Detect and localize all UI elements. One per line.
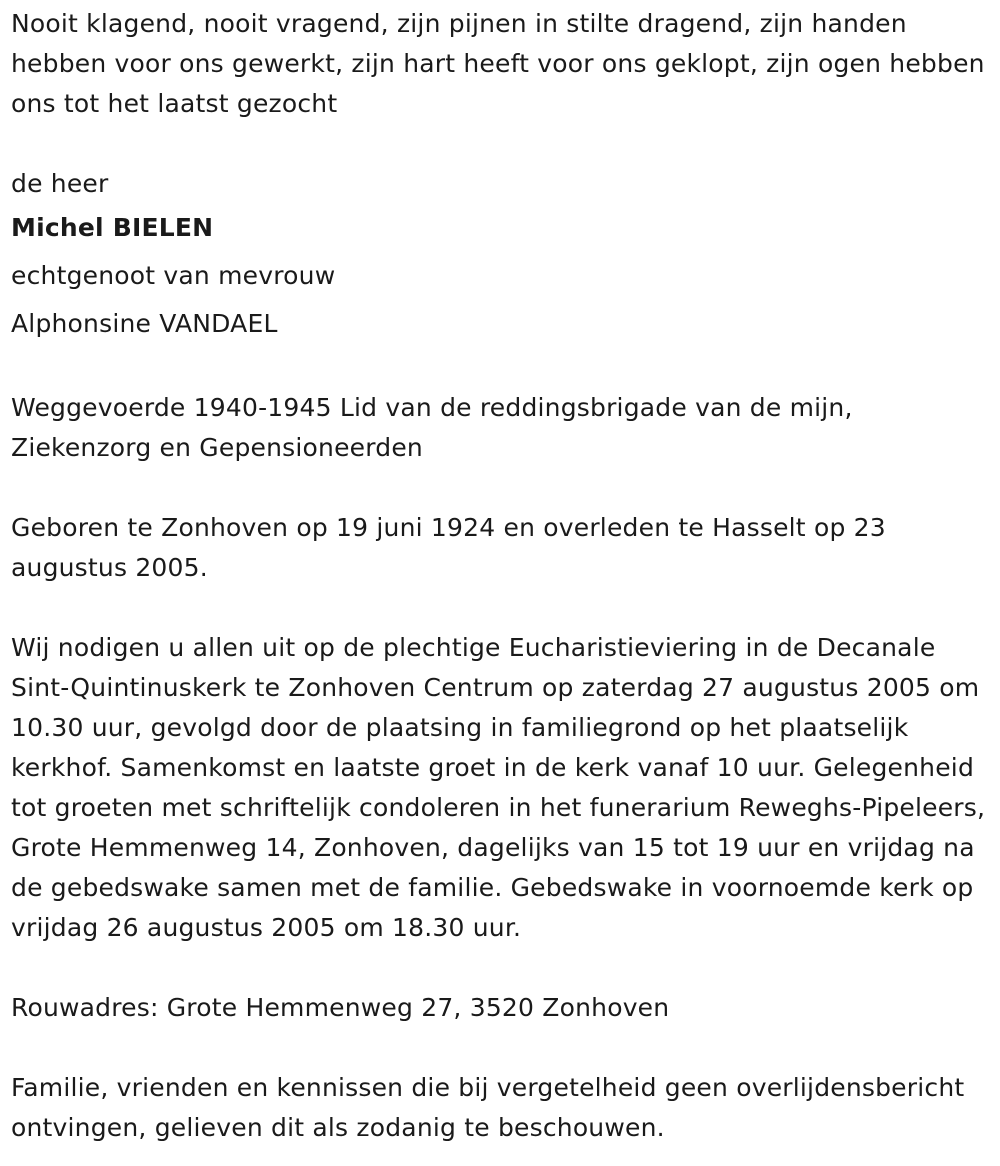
mourning-address: Rouwadres: Grote Hemmenweg 27, 3520 Zonhoven	[11, 993, 670, 1022]
affiliations-paragraph: Weggevoerde 1940-1945 Lid van de reddingsbrigade van de mijn, Ziekenzorg en Gepensioneerden	[11, 393, 853, 462]
ceremony-paragraph: Wij nodigen u allen uit op de plechtige Eucharistieviering in de Decanale Sint-Quintinuskerk te Zonhoven Centrum op zaterdag 27 augustus 2005 om 10.30 uur, gevolgd door de plaatsing in familiegrond op het plaatselijk kerkhof. Samenkomst en laatste groet in de kerk vanaf 10 uur. Gelegenheid tot groeten met schriftelijk condoleren in het funerarium Reweghs-Pipeleers, Grote Hemmenweg 14, Zonhoven, dagelijks van 15 tot 19 uur en vrijdag na de gebedswake samen met de familie. Gebedswake in voornoemde kerk op vrijdag 26 augustus 2005 om 18.30 uur.	[11, 633, 986, 942]
spouse-name: Alphonsine VANDAEL	[11, 309, 278, 338]
spacer	[11, 348, 996, 388]
birth-death-paragraph: Geboren te Zonhoven op 19 juni 1924 en overleden te Hasselt op 23 augustus 2005.	[11, 513, 886, 582]
honorific-title: de heer	[11, 169, 109, 198]
spacer	[11, 948, 996, 988]
spacer	[11, 1028, 996, 1068]
obituary-notice	[11, 4, 996, 1148]
deceased-name: Michel BIELEN	[11, 213, 214, 242]
spacer	[11, 588, 996, 628]
motto-paragraph: Nooit klagend, nooit vragend, zijn pijnen in stilte dragend, zijn handen hebben voor ons gewerkt, zijn hart heeft voor ons geklopt, zijn ogen hebben ons tot het laatst gezocht	[11, 9, 985, 118]
closing-note: Familie, vrienden en kennissen die bij vergetelheid geen overlijdensbericht ontvingen, gelieven dit als zodanig te beschouwen.	[11, 1073, 965, 1142]
spouse-label: echtgenoot van mevrouw	[11, 261, 336, 290]
spacer	[11, 124, 996, 164]
spacer	[11, 468, 996, 508]
